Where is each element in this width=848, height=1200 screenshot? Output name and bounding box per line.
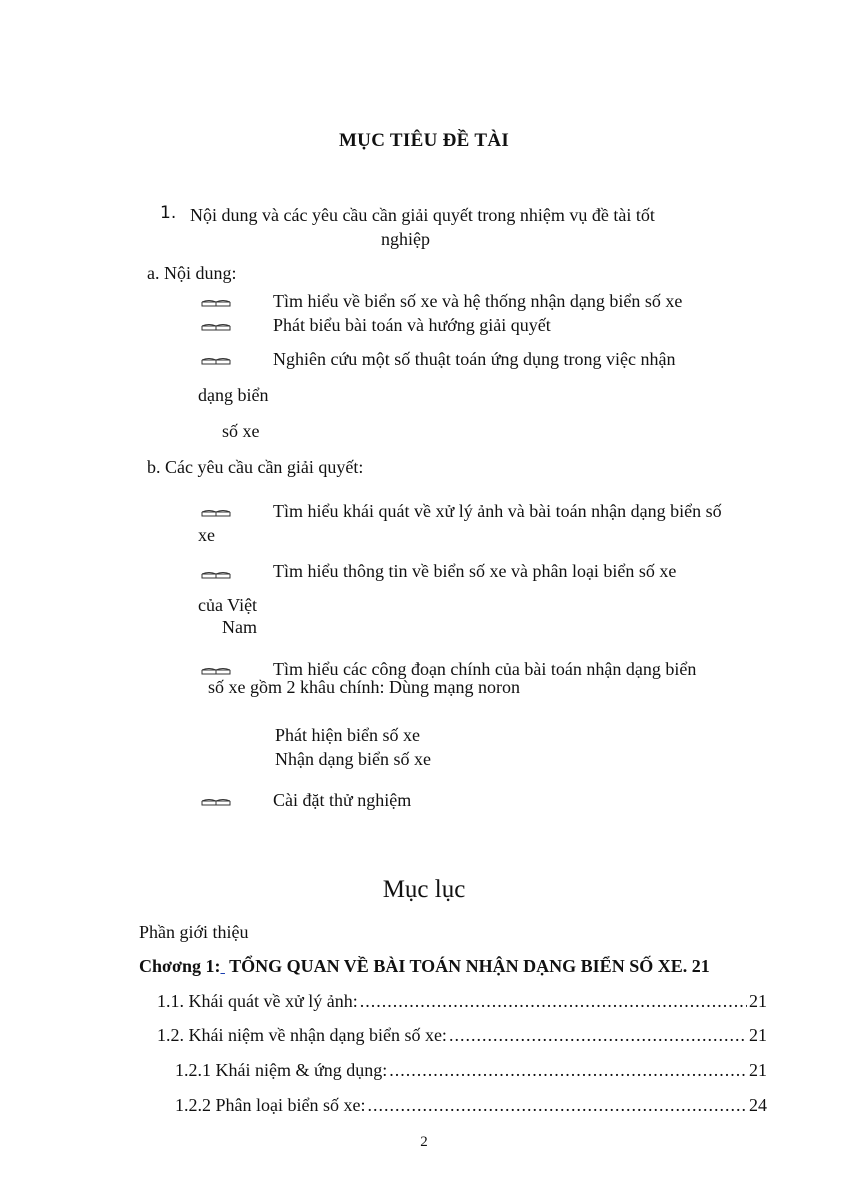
section-number: 1. bbox=[160, 203, 177, 223]
book-icon bbox=[201, 570, 231, 580]
book-icon bbox=[201, 666, 231, 676]
section-heading-line2: nghiệp bbox=[381, 229, 430, 249]
part-b-item-2-cont2: Nam bbox=[222, 617, 257, 637]
part-a-item-3-cont1: dạng biển bbox=[198, 385, 269, 405]
part-a-item-3-cont2: số xe bbox=[222, 421, 260, 441]
toc-leader bbox=[367, 1094, 747, 1116]
toc-entry-page: 21 bbox=[749, 991, 767, 1011]
part-b-item-4: Cài đặt thử nghiệm bbox=[273, 790, 412, 810]
toc-entry[interactable] bbox=[175, 1094, 767, 1116]
book-icon bbox=[201, 298, 231, 308]
toc-chapter-1[interactable] bbox=[139, 956, 710, 977]
toc-entry[interactable] bbox=[157, 990, 767, 1012]
part-b-item-2: Tìm hiểu thông tin về biển số xe và phân loại biển số xe bbox=[273, 561, 677, 581]
toc-chapter-1-prefix: Chơơng 1: bbox=[139, 956, 221, 976]
part-b-subitem-2: Nhận dạng biển số xe bbox=[275, 749, 431, 769]
part-a-item-2: Phát biểu bài toán và hướng giải quyết bbox=[273, 315, 551, 335]
toc-entry[interactable] bbox=[157, 1024, 767, 1046]
part-b-item-3-cont: số xe gồm 2 khâu chính: Dùng mạng noron bbox=[208, 677, 520, 697]
toc-leader bbox=[360, 990, 747, 1012]
toc-intro[interactable]: Phần giới thiệu bbox=[139, 922, 249, 942]
toc-entry-label: 1.2.1 Khái niệm & ứng dụng: bbox=[175, 1060, 388, 1080]
toc-entry-page: 21 bbox=[749, 1060, 767, 1080]
toc-entry-label: 1.2.2 Phân loại biển số xe: bbox=[175, 1095, 366, 1115]
book-icon bbox=[201, 797, 231, 807]
part-b-subitem-1: Phát hiện biển số xe bbox=[275, 725, 420, 745]
book-icon bbox=[201, 322, 231, 332]
part-b-item-3: Tìm hiểu các công đoạn chính của bài toán nhận dạng biển bbox=[273, 659, 697, 679]
toc-entry[interactable] bbox=[175, 1059, 767, 1081]
page-number: 2 bbox=[420, 1134, 428, 1150]
part-b-label: b. Các yêu cầu cần giải quyết: bbox=[147, 457, 364, 477]
part-a-item-1: Tìm hiểu về biển số xe và hệ thống nhận dạng biển số xe bbox=[273, 291, 683, 311]
part-b-item-1: Tìm hiểu khái quát về xử lý ảnh và bài toán nhận dạng biển số bbox=[273, 501, 722, 521]
part-a-label: a. Nội dung: bbox=[147, 263, 237, 283]
toc-entry-page: 21 bbox=[749, 1025, 767, 1045]
section-heading-line1: Nội dung và các yêu cầu cần giải quyết trong nhiệm vụ đề tài tốt bbox=[190, 205, 655, 225]
part-b-item-1-cont: xe bbox=[198, 525, 215, 545]
toc-entry-label: 1.2. Khái niệm về nhận dạng biển số xe: bbox=[157, 1025, 447, 1045]
page-title: MỤC TIÊU ĐỀ TÀI bbox=[338, 130, 510, 151]
toc-entry-label: 1.1. Khái quát về xử lý ảnh: bbox=[157, 991, 358, 1011]
part-a-item-3: Nghiên cứu một số thuật toán ứng dụng trong việc nhận bbox=[273, 349, 676, 369]
toc-entry-page: 24 bbox=[749, 1095, 767, 1115]
toc-leader bbox=[449, 1024, 747, 1046]
toc-chapter-1-text: TỔNG QUAN VỀ BÀI TOÁN NHẬN DẠNG BIỂN SỐ XE. 21 bbox=[224, 956, 710, 976]
toc-leader bbox=[389, 1059, 747, 1081]
part-b-item-2-cont1: của Việt bbox=[198, 595, 258, 615]
toc-title: Mục lục bbox=[382, 876, 466, 903]
book-icon bbox=[201, 356, 231, 366]
book-icon bbox=[201, 508, 231, 518]
